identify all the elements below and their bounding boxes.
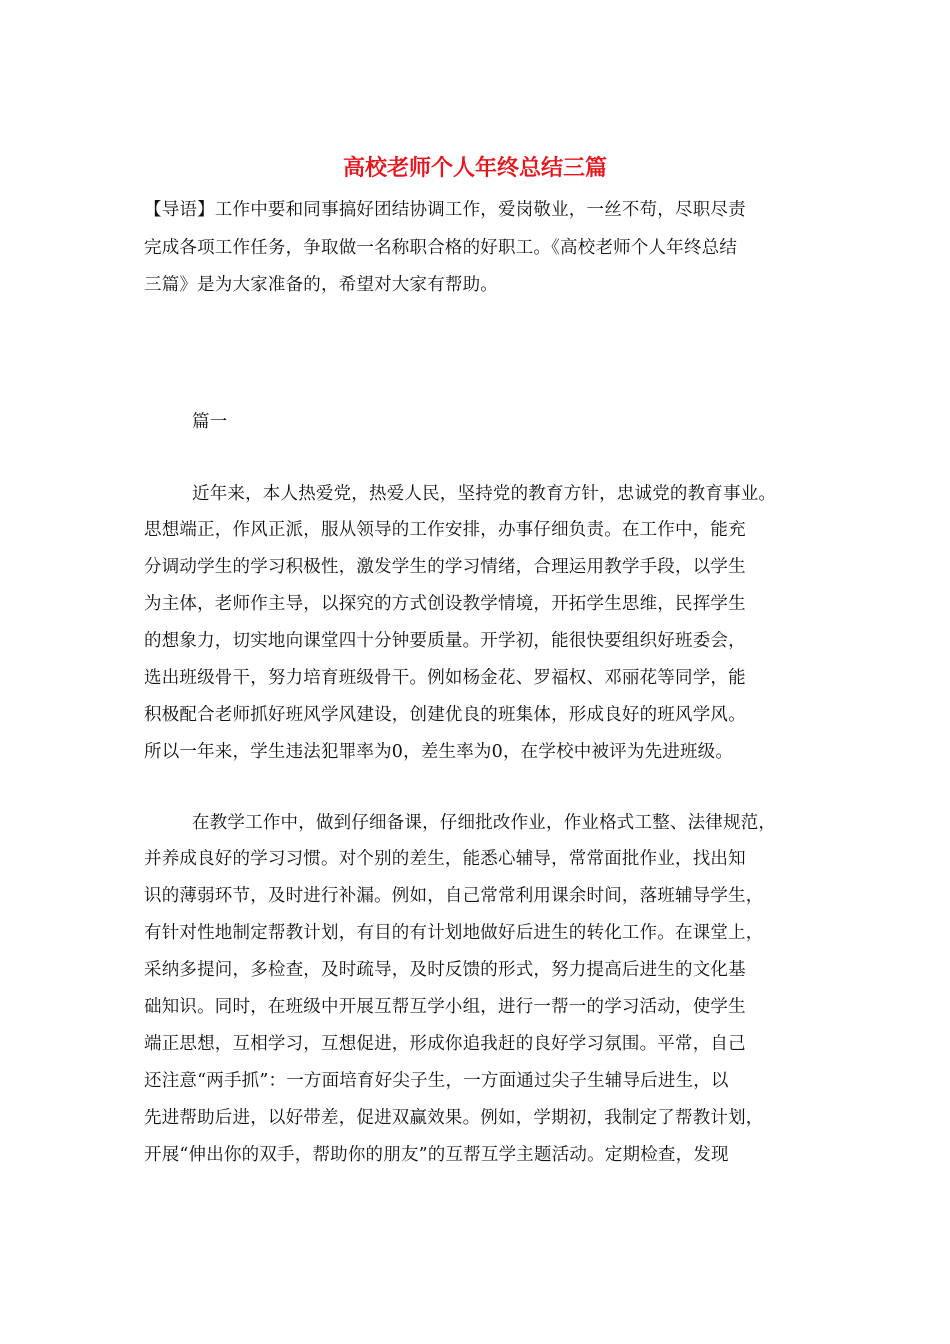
paragraph-line: 在教学工作中，做到仔细备课，仔细批改作业，作业格式工整、法律规范， (192, 813, 777, 833)
paragraph-line: 先进帮助后进，以好带差，促进双赢效果。例如，学期初，我制定了帮教计划， (144, 1108, 764, 1128)
paragraph-line: 为主体，老师作主导，以探究的方式创设教学情境，开拓学生思维，民挥学生 (144, 594, 746, 614)
paragraph-line: 端正思想，互相学习，互想促进，形成你追我赶的良好学习氛围。平常，自己 (144, 1034, 746, 1054)
document-title: 高校老师个人年终总结三篇 (342, 155, 607, 181)
paragraph-line: 分调动学生的学习积极性，激发学生的学习情绪，合理运用教学手段，以学生 (144, 557, 746, 577)
paragraph-line: 并养成良好的学习习惯。对个别的差生，能悉心辅导，常常面批作业，找出知 (144, 849, 746, 869)
paragraph-line: 开展“伸出你的双手，帮助你的朋友”的互帮互学主题活动。定期检查，发现 (144, 1145, 729, 1165)
paragraph-line: 积极配合老师抓好班风学风建设，创建优良的班集体，形成良好的班风学风。 (144, 705, 746, 725)
paragraph-line: 近年来，本人热爱党，热爱人民，坚持党的教育方针，忠诚党的教育事业。 (192, 484, 777, 504)
paragraph-line: 础知识。同时，在班级中开展互帮互学小组，进行一帮一的学习活动，使学生 (144, 997, 746, 1017)
paragraph-line: 还注意“两手抓”：一方面培育好尖子生，一方面通过尖子生辅导后进生，以 (144, 1071, 729, 1091)
paragraph-line: 选出班级骨干，努力培育班级骨干。例如杨金花、罗福权、邓丽花等同学，能 (144, 668, 746, 688)
intro-line: 三篇》是为大家准备的，希望对大家有帮助。 (144, 275, 498, 295)
paragraph-line: 有针对性地制定帮教计划，有目的有计划地做好后进生的转化工作。在课堂上， (144, 923, 764, 943)
paragraph-line: 的想象力，切实地向课堂四十分钟要质量。开学初，能很快要组织好班委会， (144, 631, 746, 651)
paragraph-line: 采纳多提问，多检查，及时疏导，及时反馈的形式，努力提高后进生的文化基 (144, 960, 746, 980)
intro-line: 【导语】工作中要和同事搞好团结协调工作，爱岗敬业，一丝不苟，尽职尽责 (144, 200, 746, 220)
intro-line: 完成各项工作任务，争取做一名称职合格的好职工。《高校老师个人年终总结 (144, 238, 738, 258)
paragraph-line: 识的薄弱环节，及时进行补漏。例如，自己常常利用课余时间，落班辅导学生， (144, 886, 764, 906)
paragraph-line: 思想端正，作风正派，服从领导的工作安排，办事仔细负责。在工作中，能充 (144, 520, 746, 540)
section-heading: 篇一 (192, 412, 228, 432)
paragraph-line: 所以一年来，学生违法犯罪率为0，差生率为0，在学校中被评为先进班级。 (144, 742, 734, 762)
